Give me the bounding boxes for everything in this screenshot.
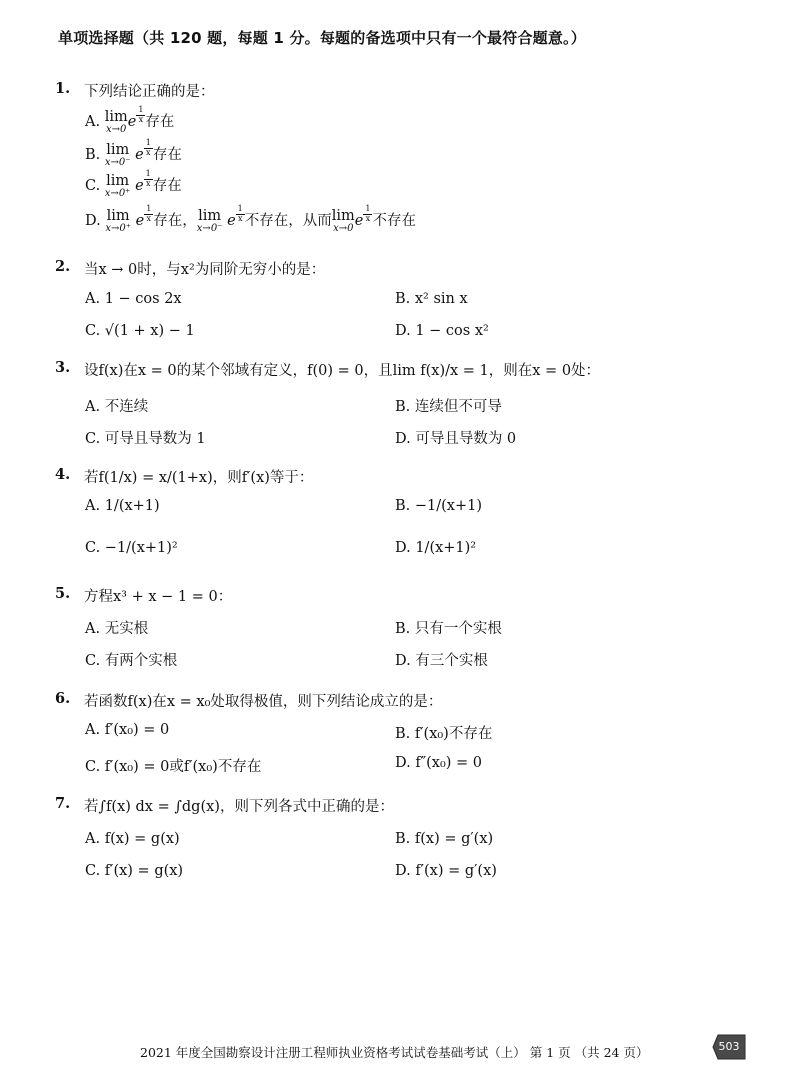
option-label: A. <box>85 291 101 307</box>
option-label: C. <box>85 653 101 669</box>
option-text: 连续但不可导 <box>414 399 502 415</box>
option-label: A. <box>85 113 101 130</box>
option-6a[interactable] <box>85 722 169 738</box>
option-text: 1 − cos x² <box>415 323 489 339</box>
question-stem: 若函数f(x)在x = x₀处取得极值，则下列结论成立的是： <box>84 694 443 710</box>
question-stem: 设f(x)在x = 0的某个邻域有定义，f(0) = 0，且lim f(x)/x = 1，则在x = 0处： <box>84 363 601 379</box>
option-label: B. <box>395 399 411 415</box>
option-text: −1/(x+1) <box>414 498 483 514</box>
option-7c[interactable] <box>85 863 183 879</box>
option-text: 可导且导数为 0 <box>415 431 517 447</box>
option-label: C. <box>85 323 101 339</box>
question-number: 1. <box>55 80 71 97</box>
question-stem: 若∫f(x) dx = ∫dg(x)，则下列各式中正确的是： <box>84 799 394 815</box>
option-label: A. <box>85 831 101 847</box>
option-label: C. <box>85 540 101 556</box>
option-5d[interactable] <box>395 649 488 670</box>
option-5b[interactable] <box>395 617 502 638</box>
option-label: C. <box>85 759 101 775</box>
option-2c[interactable] <box>85 323 195 339</box>
option-text: 不连续 <box>104 399 149 415</box>
option-4c[interactable] <box>85 540 178 556</box>
option-3c[interactable] <box>85 427 206 448</box>
question-number: 6. <box>55 690 71 707</box>
option-text: 有两个实根 <box>104 653 178 669</box>
option-label: A. <box>85 498 101 514</box>
option-label: D. <box>395 863 411 879</box>
option-3a[interactable] <box>85 395 148 416</box>
option-label: C. <box>85 177 101 194</box>
option-text: 只有一个实根 <box>414 621 502 637</box>
option-label: D. <box>85 212 101 229</box>
option-text: f′(x₀) = 0或f′(x₀)不存在 <box>104 759 262 775</box>
option-5a[interactable] <box>85 617 148 638</box>
option-label: D. <box>395 431 411 447</box>
option-text: x² sin x <box>414 291 468 307</box>
option-label: C. <box>85 863 101 879</box>
question-stem: 若f(1/x) = x/(1+x)，则f′(x)等于： <box>84 470 314 486</box>
option-2b[interactable] <box>395 291 468 307</box>
question-number: 3. <box>55 359 71 376</box>
option-7b[interactable] <box>395 831 493 847</box>
option-1a[interactable]: A. lim x→0 e $^{\frac{1}{x}}$ 存在 <box>85 105 175 135</box>
option-4b[interactable] <box>395 498 482 514</box>
option-label: D. <box>395 755 411 771</box>
page-number-badge <box>712 1034 746 1060</box>
option-text: −1/(x+1)² <box>104 540 178 556</box>
option-label: B. <box>395 621 411 637</box>
option-text: 有三个实根 <box>415 653 488 669</box>
option-2d[interactable] <box>395 323 489 339</box>
option-text: 无实根 <box>104 621 149 637</box>
option-4d[interactable] <box>395 540 476 556</box>
option-text: 1 − cos 2x <box>104 291 182 307</box>
question-number: 5. <box>55 585 71 602</box>
option-label: B. <box>85 146 101 163</box>
option-label: C. <box>85 431 101 447</box>
option-4a[interactable] <box>85 498 160 514</box>
option-label: A. <box>85 722 101 738</box>
question-number: 7. <box>55 795 71 812</box>
option-label: D. <box>395 540 411 556</box>
option-label: B. <box>395 831 411 847</box>
option-text: f′(x₀)不存在 <box>414 726 493 742</box>
question-stem: 方程x³ + x − 1 = 0： <box>84 589 233 605</box>
option-3d[interactable] <box>395 427 516 448</box>
option-text: f(x) = g′(x) <box>414 831 494 847</box>
option-label: A. <box>85 399 101 415</box>
option-label: B. <box>395 291 411 307</box>
option-6c[interactable] <box>85 755 261 776</box>
option-7d[interactable] <box>395 863 497 879</box>
option-label: B. <box>395 726 411 742</box>
option-text: √(1 + x) − 1 <box>104 323 195 339</box>
option-1b[interactable]: B. lim x→0⁻ e $^{\frac{1}{x}}$ 存在 <box>85 138 182 168</box>
question-number: 4. <box>55 466 71 483</box>
option-1d[interactable]: D. lim x→0⁺ e $^{\frac{1}{x}}$ 存在，lim x→0⁻ e $^{\frac{1}{x}}$ 不存在，从而lim x→0 e $^{\frac{1}{x}}$ 不存在 <box>85 204 416 234</box>
option-label: D. <box>395 323 411 339</box>
option-text: f′(x₀) = 0 <box>104 722 170 738</box>
option-text: f′(x) = g(x) <box>104 863 184 879</box>
question-stem: 当x → 0时，与x²为同阶无穷小的是： <box>84 262 326 278</box>
option-text: f″(x₀) = 0 <box>415 755 483 771</box>
option-3b[interactable] <box>395 395 502 416</box>
question-number: 2. <box>55 258 71 275</box>
option-6b[interactable] <box>395 722 492 743</box>
option-text: 1/(x+1) <box>104 498 160 514</box>
option-text: 1/(x+1)² <box>415 540 477 556</box>
page-number: 503 <box>718 1040 740 1053</box>
option-label: D. <box>395 653 411 669</box>
option-5c[interactable] <box>85 649 177 670</box>
page-footer: 2021 年度全国勘察设计注册工程师执业资格考试试卷基础考试（上） 第 1 页 （共 24 页） <box>140 1045 649 1060</box>
section-title: 单项选择题（共 120 题，每题 1 分。每题的备选项中只有一个最符合题意。） <box>58 29 586 47</box>
option-text: 可导且导数为 1 <box>104 431 206 447</box>
option-1c[interactable]: C. lim x→0⁺ e $^{\frac{1}{x}}$ 存在 <box>85 169 182 199</box>
question-stem: 下列结论正确的是： <box>84 84 215 100</box>
option-text: f′(x) = g′(x) <box>415 863 497 879</box>
option-2a[interactable] <box>85 291 182 307</box>
option-text: f(x) = g(x) <box>104 831 180 847</box>
option-label: A. <box>85 621 101 637</box>
option-label: B. <box>395 498 411 514</box>
option-6d[interactable] <box>395 755 482 771</box>
option-7a[interactable] <box>85 831 180 847</box>
